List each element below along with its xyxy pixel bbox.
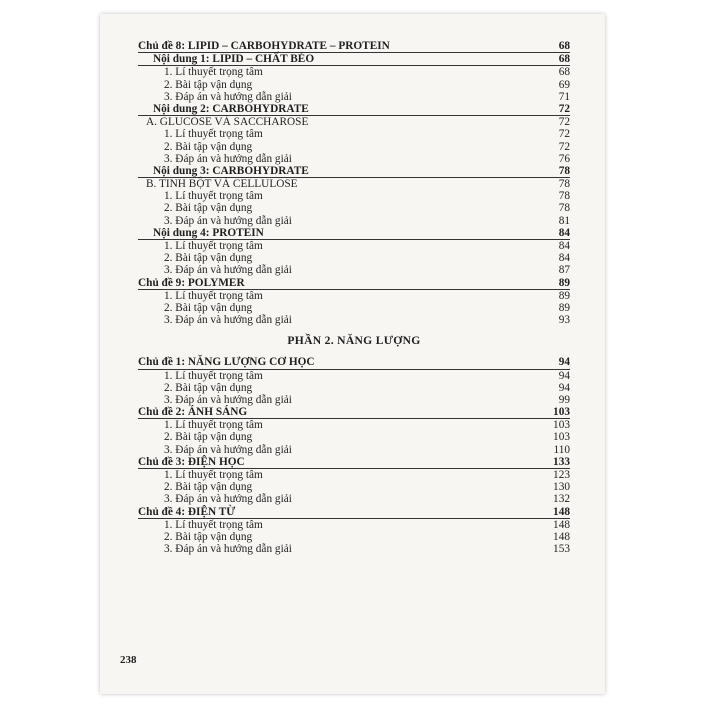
toc-entry-page: 69 bbox=[558, 78, 570, 91]
toc-section-part-1 bbox=[138, 40, 570, 326]
toc-entry-page: 76 bbox=[558, 152, 570, 165]
toc-entry-title: 3. Đáp án và hướng dẫn giải bbox=[164, 214, 292, 227]
toc-item bbox=[138, 419, 570, 431]
toc-entry-page: 68 bbox=[558, 53, 570, 66]
toc-item bbox=[138, 215, 570, 227]
toc-entry-title: 3. Đáp án và hướng dẫn giải bbox=[164, 264, 292, 277]
toc-entry-title: 2. Bài tập vận dụng bbox=[164, 530, 253, 543]
toc-entry-title: Nội dung 4: PROTEIN bbox=[153, 226, 264, 239]
toc-entry-page: 148 bbox=[553, 530, 570, 543]
toc-item bbox=[138, 543, 570, 555]
toc-entry-title: 2. Bài tập vận dụng bbox=[164, 381, 253, 394]
toc-entry-page: 81 bbox=[558, 214, 570, 227]
toc-entry-title: 2. Bài tập vận dụng bbox=[164, 431, 253, 444]
toc-chapter bbox=[138, 40, 570, 53]
toc-item bbox=[138, 153, 570, 165]
toc-entry-page: 153 bbox=[553, 543, 570, 556]
toc-entry-title: 2. Bài tập vận dụng bbox=[164, 78, 253, 91]
toc-entry-title: Chủ đề 8: LIPID – CARBOHYDRATE – PROTEIN bbox=[138, 40, 390, 52]
toc-chapter bbox=[138, 456, 570, 469]
toc-item bbox=[138, 240, 570, 252]
toc-entry-title: 1. Lí thuyết trọng tâm bbox=[164, 240, 263, 252]
toc-entry-title: Chủ đề 1: NĂNG LƯỢNG CƠ HỌC bbox=[138, 356, 315, 369]
toc-entry-title: Chủ đề 9: POLYMER bbox=[138, 276, 245, 289]
toc-section bbox=[138, 53, 570, 66]
toc-entry-page: 78 bbox=[558, 190, 570, 203]
toc-entry-page: 103 bbox=[553, 406, 570, 419]
toc-item bbox=[138, 519, 570, 531]
toc-chapter bbox=[138, 406, 570, 419]
toc-entry-page: 68 bbox=[558, 40, 570, 52]
toc-entry-title: Nội dung 3: CARBOHYDRATE bbox=[153, 164, 309, 177]
toc-entry-page: 84 bbox=[558, 252, 570, 265]
toc-chapter bbox=[138, 277, 570, 290]
toc-entry-page: 123 bbox=[553, 469, 570, 481]
toc-entry-page: 103 bbox=[553, 419, 570, 432]
toc-entry-page: 89 bbox=[558, 276, 570, 289]
toc-item bbox=[138, 290, 570, 302]
toc-entry-page: 148 bbox=[553, 505, 570, 518]
toc-subsection bbox=[138, 178, 570, 190]
toc-entry-page: 132 bbox=[553, 493, 570, 506]
toc-chapter bbox=[138, 506, 570, 519]
toc-entry-title: 3. Đáp án và hướng dẫn giải bbox=[164, 543, 292, 556]
toc-entry-page: 72 bbox=[558, 128, 570, 141]
toc-section bbox=[138, 103, 570, 116]
toc-item bbox=[138, 382, 570, 394]
toc-entry-title: Chủ đề 3: ĐIỆN HỌC bbox=[138, 455, 245, 468]
toc-chapter bbox=[138, 356, 570, 369]
toc-item bbox=[138, 66, 570, 78]
toc-item bbox=[138, 202, 570, 214]
toc-entry-title: 2. Bài tập vận dụng bbox=[164, 252, 253, 265]
toc-entry-title: 3. Đáp án và hướng dẫn giải bbox=[164, 393, 292, 406]
toc-entry-page: 103 bbox=[553, 431, 570, 444]
toc-entry-page: 78 bbox=[558, 178, 570, 191]
toc-entry-title: 3. Đáp án và hướng dẫn giải bbox=[164, 443, 292, 456]
toc-entry-title: 3. Đáp án và hướng dẫn giải bbox=[164, 314, 292, 327]
toc-section bbox=[138, 227, 570, 240]
toc-item bbox=[138, 444, 570, 456]
toc-entry-page: 89 bbox=[558, 301, 570, 314]
toc-entry-page: 148 bbox=[553, 518, 570, 531]
toc-item bbox=[138, 394, 570, 406]
toc-entry-title: 3. Đáp án và hướng dẫn giải bbox=[164, 493, 292, 506]
toc-entry-page: 93 bbox=[558, 314, 570, 327]
toc-entry-title: 1. Lí thuyết trọng tâm bbox=[164, 190, 263, 203]
toc-entry-page: 94 bbox=[558, 369, 570, 382]
toc-item bbox=[138, 252, 570, 264]
toc-subsection bbox=[138, 116, 570, 128]
toc-item bbox=[138, 481, 570, 493]
toc-entry-page: 94 bbox=[558, 381, 570, 394]
toc-entry-page: 72 bbox=[558, 102, 570, 115]
toc-entry-page: 84 bbox=[558, 240, 570, 252]
toc-entry-page: 72 bbox=[558, 140, 570, 153]
toc-entry-page: 87 bbox=[558, 264, 570, 277]
toc-entry-title: Chủ đề 2: ÁNH SÁNG bbox=[138, 406, 248, 419]
toc-item bbox=[138, 469, 570, 481]
toc-item bbox=[138, 190, 570, 202]
page-number: 238 bbox=[120, 654, 137, 666]
toc-item bbox=[138, 493, 570, 505]
toc-entry-title: 1. Lí thuyết trọng tâm bbox=[164, 469, 263, 481]
toc-item bbox=[138, 302, 570, 314]
toc-entry-page: 110 bbox=[553, 443, 570, 456]
toc-entry-title: Nội dung 2: CARBOHYDRATE bbox=[153, 102, 309, 115]
toc-entry-title: 1. Lí thuyết trọng tâm bbox=[164, 419, 263, 432]
toc-entry-title: 2. Bài tập vận dụng bbox=[164, 301, 253, 314]
toc-entry-title: 3. Đáp án và hướng dẫn giải bbox=[164, 152, 292, 165]
toc-entry-page: 130 bbox=[553, 481, 570, 494]
toc-entry-page: 99 bbox=[558, 393, 570, 406]
toc-entry-page: 94 bbox=[558, 356, 570, 369]
toc-entry-title: 2. Bài tập vận dụng bbox=[164, 202, 253, 215]
toc-entry-title: Nội dung 1: LIPID – CHẤT BÉO bbox=[153, 53, 315, 66]
toc-entry-title: B. TINH BỘT VÀ CELLULOSE bbox=[146, 178, 298, 191]
toc-item bbox=[138, 141, 570, 153]
toc-section bbox=[138, 165, 570, 178]
toc-item bbox=[138, 128, 570, 140]
part-heading: PHẦN 2. NĂNG LƯỢNG bbox=[287, 334, 421, 348]
toc-entry-title: 3. Đáp án và hướng dẫn giải bbox=[164, 90, 292, 103]
toc-entry-title: 1. Lí thuyết trọng tâm bbox=[164, 66, 263, 79]
toc-entry-title: 2. Bài tập vận dụng bbox=[164, 481, 253, 494]
toc-entry-page: 89 bbox=[558, 289, 570, 302]
toc-entry-page: 84 bbox=[558, 226, 570, 239]
toc-item bbox=[138, 79, 570, 91]
toc-entry-title: 1. Lí thuyết trọng tâm bbox=[164, 128, 263, 141]
toc-entry-page: 78 bbox=[558, 202, 570, 215]
toc-entry-page: 68 bbox=[558, 66, 570, 79]
toc-entry-title: 1. Lí thuyết trọng tâm bbox=[164, 289, 263, 302]
toc-item bbox=[138, 264, 570, 276]
toc-entry-title: Chủ đề 4: ĐIỆN TỪ bbox=[138, 505, 236, 518]
toc-item bbox=[138, 431, 570, 443]
toc-entry-title: 1. Lí thuyết trọng tâm bbox=[164, 369, 263, 382]
toc-entry-page: 133 bbox=[553, 455, 570, 468]
toc-item bbox=[138, 370, 570, 382]
table-of-contents bbox=[138, 40, 570, 555]
toc-entry-page: 72 bbox=[558, 116, 570, 129]
toc-item bbox=[138, 314, 570, 326]
toc-entry-title: 2. Bài tập vận dụng bbox=[164, 140, 253, 153]
toc-item bbox=[138, 91, 570, 103]
toc-section-part-2 bbox=[138, 356, 570, 555]
toc-item bbox=[138, 531, 570, 543]
toc-entry-title: 1. Lí thuyết trọng tâm bbox=[164, 518, 263, 531]
toc-entry-page: 71 bbox=[558, 90, 570, 103]
toc-entry-title: A. GLUCOSE VÀ SACCHAROSE bbox=[146, 116, 309, 129]
toc-entry-page: 78 bbox=[558, 164, 570, 177]
